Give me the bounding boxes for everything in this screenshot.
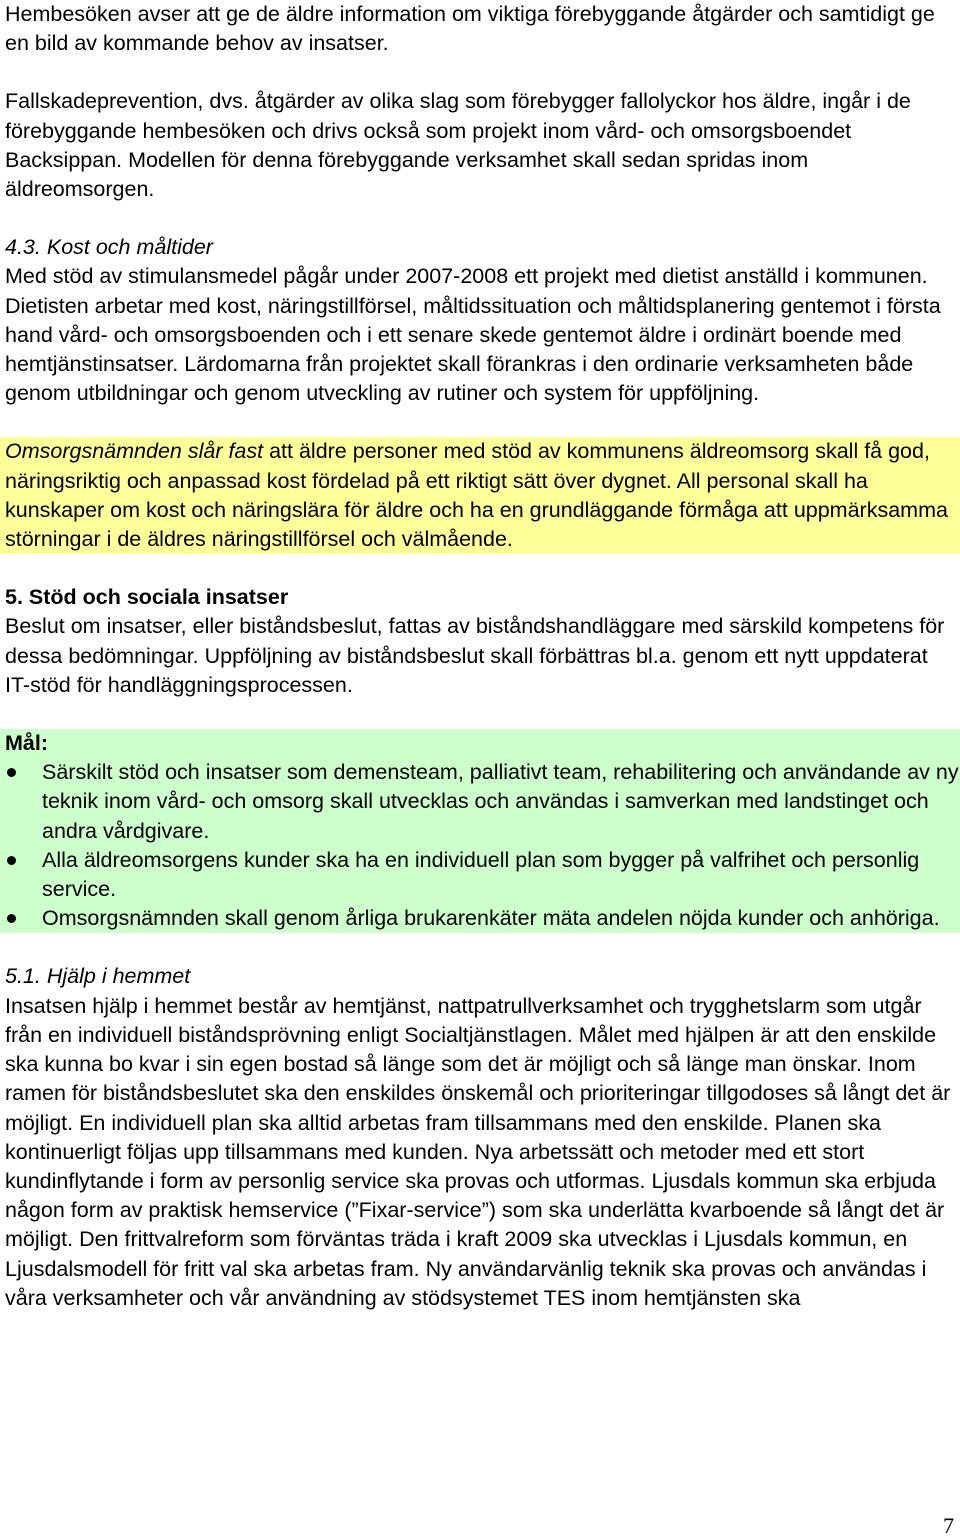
section-5-1-number: 5.1. [5,964,41,989]
goal-text: Särskilt stöd och insatser som demensteam, palliativt team, rehabilitering och användande av ny teknik inom vård- och omsorg skall utvecklas och användas i samverkan med landstinget och andra vårdgivare. [42,760,959,843]
section-4-3-number: 4.3. [5,235,41,260]
spacer [5,58,957,87]
section-5-1-body: Insatsen hjälp i hemmet består av hemtjänst, nattpatrullverksamhet och trygghetslarm som utgår från en individuell biståndsprövning enligt Socialtjänstlagen. Målet med hjälpen är att den enskilde ska kunna bo kvar i sin egen bostad så länge som det är möjligt och så länge man önskar. Inom ramen för biståndsbeslutet ska den enskildes önskemål och prioriteringar tillgodoses så långt det är möjligt. En individuell plan ska alltid arbetas fram tillsammans med den enskilde. Planen ska kontinuerligt följas upp tillsammans med kunden. Nya arbetssätt och metoder med ett stort kundinflytande i form av personlig service ska provas och utformas. Ljusdals kommun ska erbjuda någon form av praktisk hemservice (”Fixar-service”) som ska underlätta kvarboende så långt det är möjligt. Den frittvalreform som förväntas träda i kraft 2009 ska utvecklas i Ljusdals kommun, en Ljusdalsmodell för fritt val ska arbetas fram. Ny användarvänlig teknik ska provas och användas i våra verksamheter och vår användning av stödsystemet TES inom hemtjänsten ska [5,993,951,1310]
section-5-1-title: Hjälp i hemmet [46,964,191,989]
decision-lead: Omsorgsnämnden slår fast [5,439,264,464]
fall-prevention-paragraph: Fallskadeprevention, dvs. åtgärder av olika slag som förebygger fallolyckor hos äldre, ingår i de förebyggande hembesöken och drivs också som projekt inom vård- och omsorgsboendet Backsippan. Modellen för denna förebyggande verksamhet skall sedan spridas inom äldreomsorgen. [5,89,911,202]
decision-paragraph [5,437,960,554]
bullet-icon [7,768,16,777]
goal-item [5,904,960,933]
goals-label: Mål: [5,731,48,756]
decision-box [0,437,960,554]
spacer [5,204,957,233]
spacer [5,408,957,437]
bullet-icon [7,856,16,865]
section-5 [5,583,957,700]
goals-list [5,758,960,933]
bullet-icon [7,914,16,923]
section-5-1 [5,962,957,1312]
goal-item [5,758,960,846]
page-number: 7 [943,1513,954,1538]
goal-text: Alla äldreomsorgens kunder ska ha en individuell plan som bygger på valfrihet och personlig service. [42,847,920,902]
spacer [5,700,957,729]
spacer [5,554,957,583]
intro-paragraph: Hembesöken avser att ge de äldre information om viktiga förebyggande åtgärder och samtidigt ge en bild av kommande behov av insatser. [5,2,935,56]
decision-text: att äldre personer med stöd av kommunens äldreomsorg skall få god, näringsriktig och anpassad kost fördelad på ett riktigt sätt över dygnet. All personal skall ha kunskaper om kost och näringslära för äldre och ha en grundläggande förmåga att uppmärksamma störningar i de äldres näringstillförsel och välmående. [5,439,948,552]
section-4-3-heading [5,233,957,262]
section-5-body: Beslut om insatser, eller biståndsbeslut, fattas av biståndshandläggare med särskild kompetens för dessa bedömningar. Uppföljning av biståndsbeslut skall förbättras bl.a. genom ett nytt uppdaterat IT-stöd för handläggningsprocessen. [5,614,945,697]
section-4-3-title: Kost och måltider [46,235,213,260]
goals-box [0,729,960,933]
section-5-heading: 5. Stöd och sociala insatser [5,585,289,610]
goal-text: Omsorgsnämnden skall genom årliga brukarenkäter mäta andelen nöjda kunder och anhöriga. [42,906,940,931]
section-5-1-heading [5,962,957,991]
section-4-3 [5,233,957,408]
section-4-3-body: Med stöd av stimulansmedel pågår under 2007-2008 ett projekt med dietist anställd i kommunen. Dietisten arbetar med kost, näringstillförsel, måltidssituation och måltidsplanering gentemot i första hand vård- och omsorgsboenden och i ett senare skede gentemot äldre i ordinärt boende med hemtjänstinsatser. Lärdomarna från projektet skall förankras i den ordinarie verksamheten både genom utbildningar och genom utveckling av rutiner och system för uppföljning. [5,264,941,406]
goal-item [5,846,960,904]
document-page [5,0,957,1313]
spacer [5,933,957,962]
